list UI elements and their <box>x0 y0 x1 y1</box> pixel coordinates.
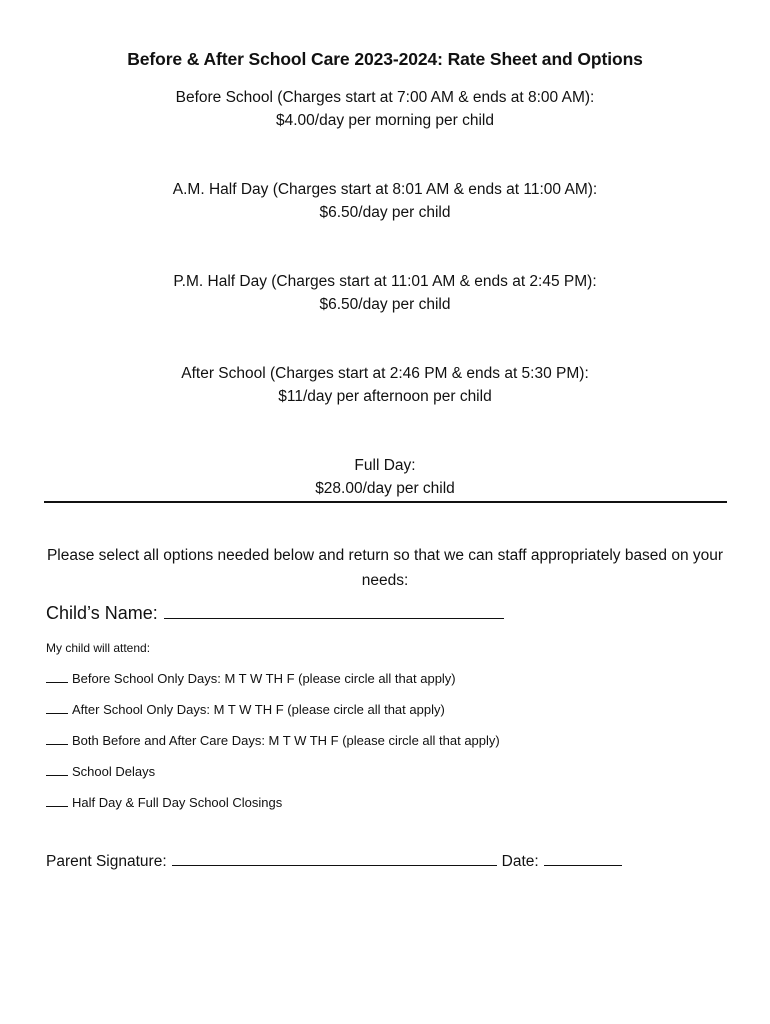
option-checkbox-blank[interactable] <box>46 701 68 714</box>
option-label: After School Only Days: M T W TH F (please circle all that apply) <box>72 702 445 717</box>
rate-before-school <box>0 86 770 178</box>
option-label: Before School Only Days: M T W TH F (please circle all that apply) <box>72 671 456 686</box>
rate-after-school <box>0 362 770 454</box>
option-before-school-only <box>46 670 500 701</box>
date-field[interactable] <box>544 853 622 866</box>
option-label: School Delays <box>72 764 156 779</box>
rate-am-half-day <box>0 178 770 270</box>
section-divider <box>44 501 727 503</box>
option-checkbox-blank[interactable] <box>46 670 68 683</box>
child-name-label: Child’s Name: <box>46 603 158 623</box>
signature-field[interactable] <box>172 853 497 866</box>
rate-heading: P.M. Half Day (Charges start at 11:01 AM & ends at 2:45 PM): <box>173 273 597 290</box>
signature-row <box>46 853 622 871</box>
rate-price: $6.50/day per child <box>319 204 451 221</box>
option-checkbox-blank[interactable] <box>46 794 68 807</box>
option-label: Both Before and After Care Days: M T W TH F (please circle all that apply) <box>72 733 500 748</box>
date-label: Date: <box>501 853 539 870</box>
rate-price: $28.00/day per child <box>315 480 455 497</box>
option-label: Half Day & Full Day School Closings <box>72 795 283 810</box>
option-before-and-after <box>46 732 500 763</box>
rate-price: $4.00/day per morning per child <box>276 112 494 129</box>
rates-section <box>0 86 770 546</box>
rate-heading: Full Day: <box>354 457 416 474</box>
rate-price: $6.50/day per child <box>319 296 451 313</box>
option-after-school-only <box>46 701 500 732</box>
attend-label: My child will attend: <box>46 641 151 655</box>
option-school-delays <box>46 763 500 794</box>
child-name-row <box>46 603 504 624</box>
rate-heading: A.M. Half Day (Charges start at 8:01 AM & ends at 11:00 AM): <box>172 181 598 198</box>
option-checkbox-blank[interactable] <box>46 732 68 745</box>
document-title: Before & After School Care 2023-2024: Rate Sheet and Options <box>127 49 643 69</box>
instructions-text: Please select all options needed below and return so that we can staff appropriately based on your needs: <box>46 547 724 589</box>
rate-price: $11/day per afternoon per child <box>278 388 492 405</box>
signature-label: Parent Signature: <box>46 853 167 870</box>
rate-heading: Before School (Charges start at 7:00 AM & ends at 8:00 AM): <box>175 89 595 106</box>
option-checkbox-blank[interactable] <box>46 763 68 776</box>
rate-pm-half-day <box>0 270 770 362</box>
rate-heading: After School (Charges start at 2:46 PM & ends at 5:30 PM): <box>181 365 589 382</box>
child-name-field[interactable] <box>164 604 504 619</box>
attendance-options <box>46 670 500 825</box>
option-closings <box>46 794 500 825</box>
rate-full-day <box>0 454 770 546</box>
